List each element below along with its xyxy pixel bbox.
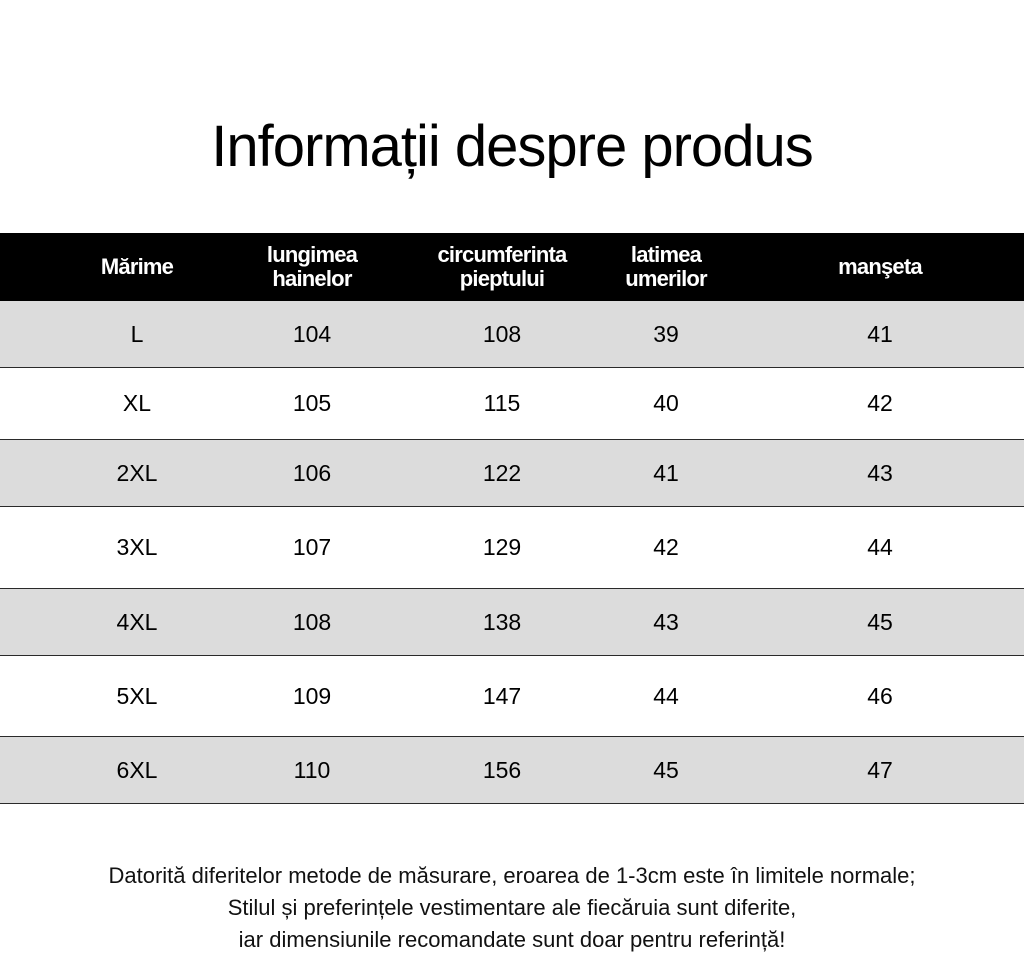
cell-size: XL <box>122 390 152 416</box>
cell-shoulder: 43 <box>653 608 679 635</box>
table-row <box>0 589 1024 656</box>
header-length <box>212 233 412 301</box>
cell-size: 4XL <box>116 608 158 635</box>
cell-length: 110 <box>293 756 331 783</box>
table-row <box>0 656 1024 737</box>
header-shoulder <box>566 233 766 301</box>
cell-cuff: 47 <box>867 756 893 783</box>
cell-shoulder: 39 <box>653 320 679 347</box>
cell-chest: 147 <box>482 682 522 709</box>
cell-cuff: 44 <box>867 534 893 560</box>
cell-chest: 108 <box>482 320 522 347</box>
header-size <box>37 233 237 301</box>
header-shoulder-line1: latimea <box>630 242 702 267</box>
table-row <box>0 301 1024 368</box>
table-row <box>0 507 1024 589</box>
cell-chest: 115 <box>483 390 521 416</box>
disclaimer-line: Datorită diferitelor metode de măsurare, eroarea de 1-3cm este în limitele normale; <box>108 863 916 888</box>
cell-size: 5XL <box>116 682 158 709</box>
header-cuff-label: manşeta <box>838 254 922 279</box>
table-row <box>0 368 1024 440</box>
page-title: Informații despre produs <box>211 114 813 179</box>
cell-shoulder: 40 <box>653 390 679 416</box>
cell-cuff: 45 <box>867 608 893 635</box>
cell-size: 2XL <box>116 459 158 486</box>
table-header <box>0 233 1024 301</box>
cell-shoulder: 42 <box>653 534 679 560</box>
cell-cuff: 46 <box>867 682 893 709</box>
cell-shoulder: 44 <box>653 682 679 709</box>
cell-length: 109 <box>292 682 332 709</box>
table-row <box>0 440 1024 507</box>
disclaimer-line: iar dimensiunile recomandate sunt doar pentru referință! <box>238 927 786 952</box>
cell-length: 105 <box>292 390 332 416</box>
cell-cuff: 41 <box>867 320 893 347</box>
size-table <box>0 233 1024 804</box>
cell-cuff: 43 <box>867 459 893 486</box>
header-shoulder-line2: umerilor <box>625 266 707 291</box>
cell-chest: 156 <box>482 756 522 783</box>
cell-chest: 129 <box>482 534 522 560</box>
header-size-label: Mărime <box>100 254 174 279</box>
cell-length: 107 <box>292 534 332 560</box>
header-chest-line1: circumferinta <box>437 242 567 267</box>
cell-length: 106 <box>292 459 332 486</box>
cell-cuff: 42 <box>867 390 893 416</box>
cell-length: 108 <box>292 608 332 635</box>
cell-size: L <box>130 320 144 347</box>
cell-length: 104 <box>292 320 332 347</box>
header-chest-line2: pieptului <box>459 266 545 291</box>
cell-chest: 138 <box>482 608 522 635</box>
header-length-line1: lungimea <box>266 242 358 267</box>
cell-shoulder: 45 <box>653 756 679 783</box>
table-row <box>0 737 1024 804</box>
disclaimer-note <box>0 860 1024 956</box>
cell-chest: 122 <box>482 459 522 486</box>
header-cuff <box>780 233 980 301</box>
cell-size: 6XL <box>116 756 158 783</box>
cell-size: 3XL <box>116 534 158 560</box>
disclaimer-line: Stilul și preferințele vestimentare ale fiecăruia sunt diferite, <box>227 895 797 920</box>
header-length-line2: hainelor <box>272 266 352 291</box>
cell-shoulder: 41 <box>653 459 679 486</box>
